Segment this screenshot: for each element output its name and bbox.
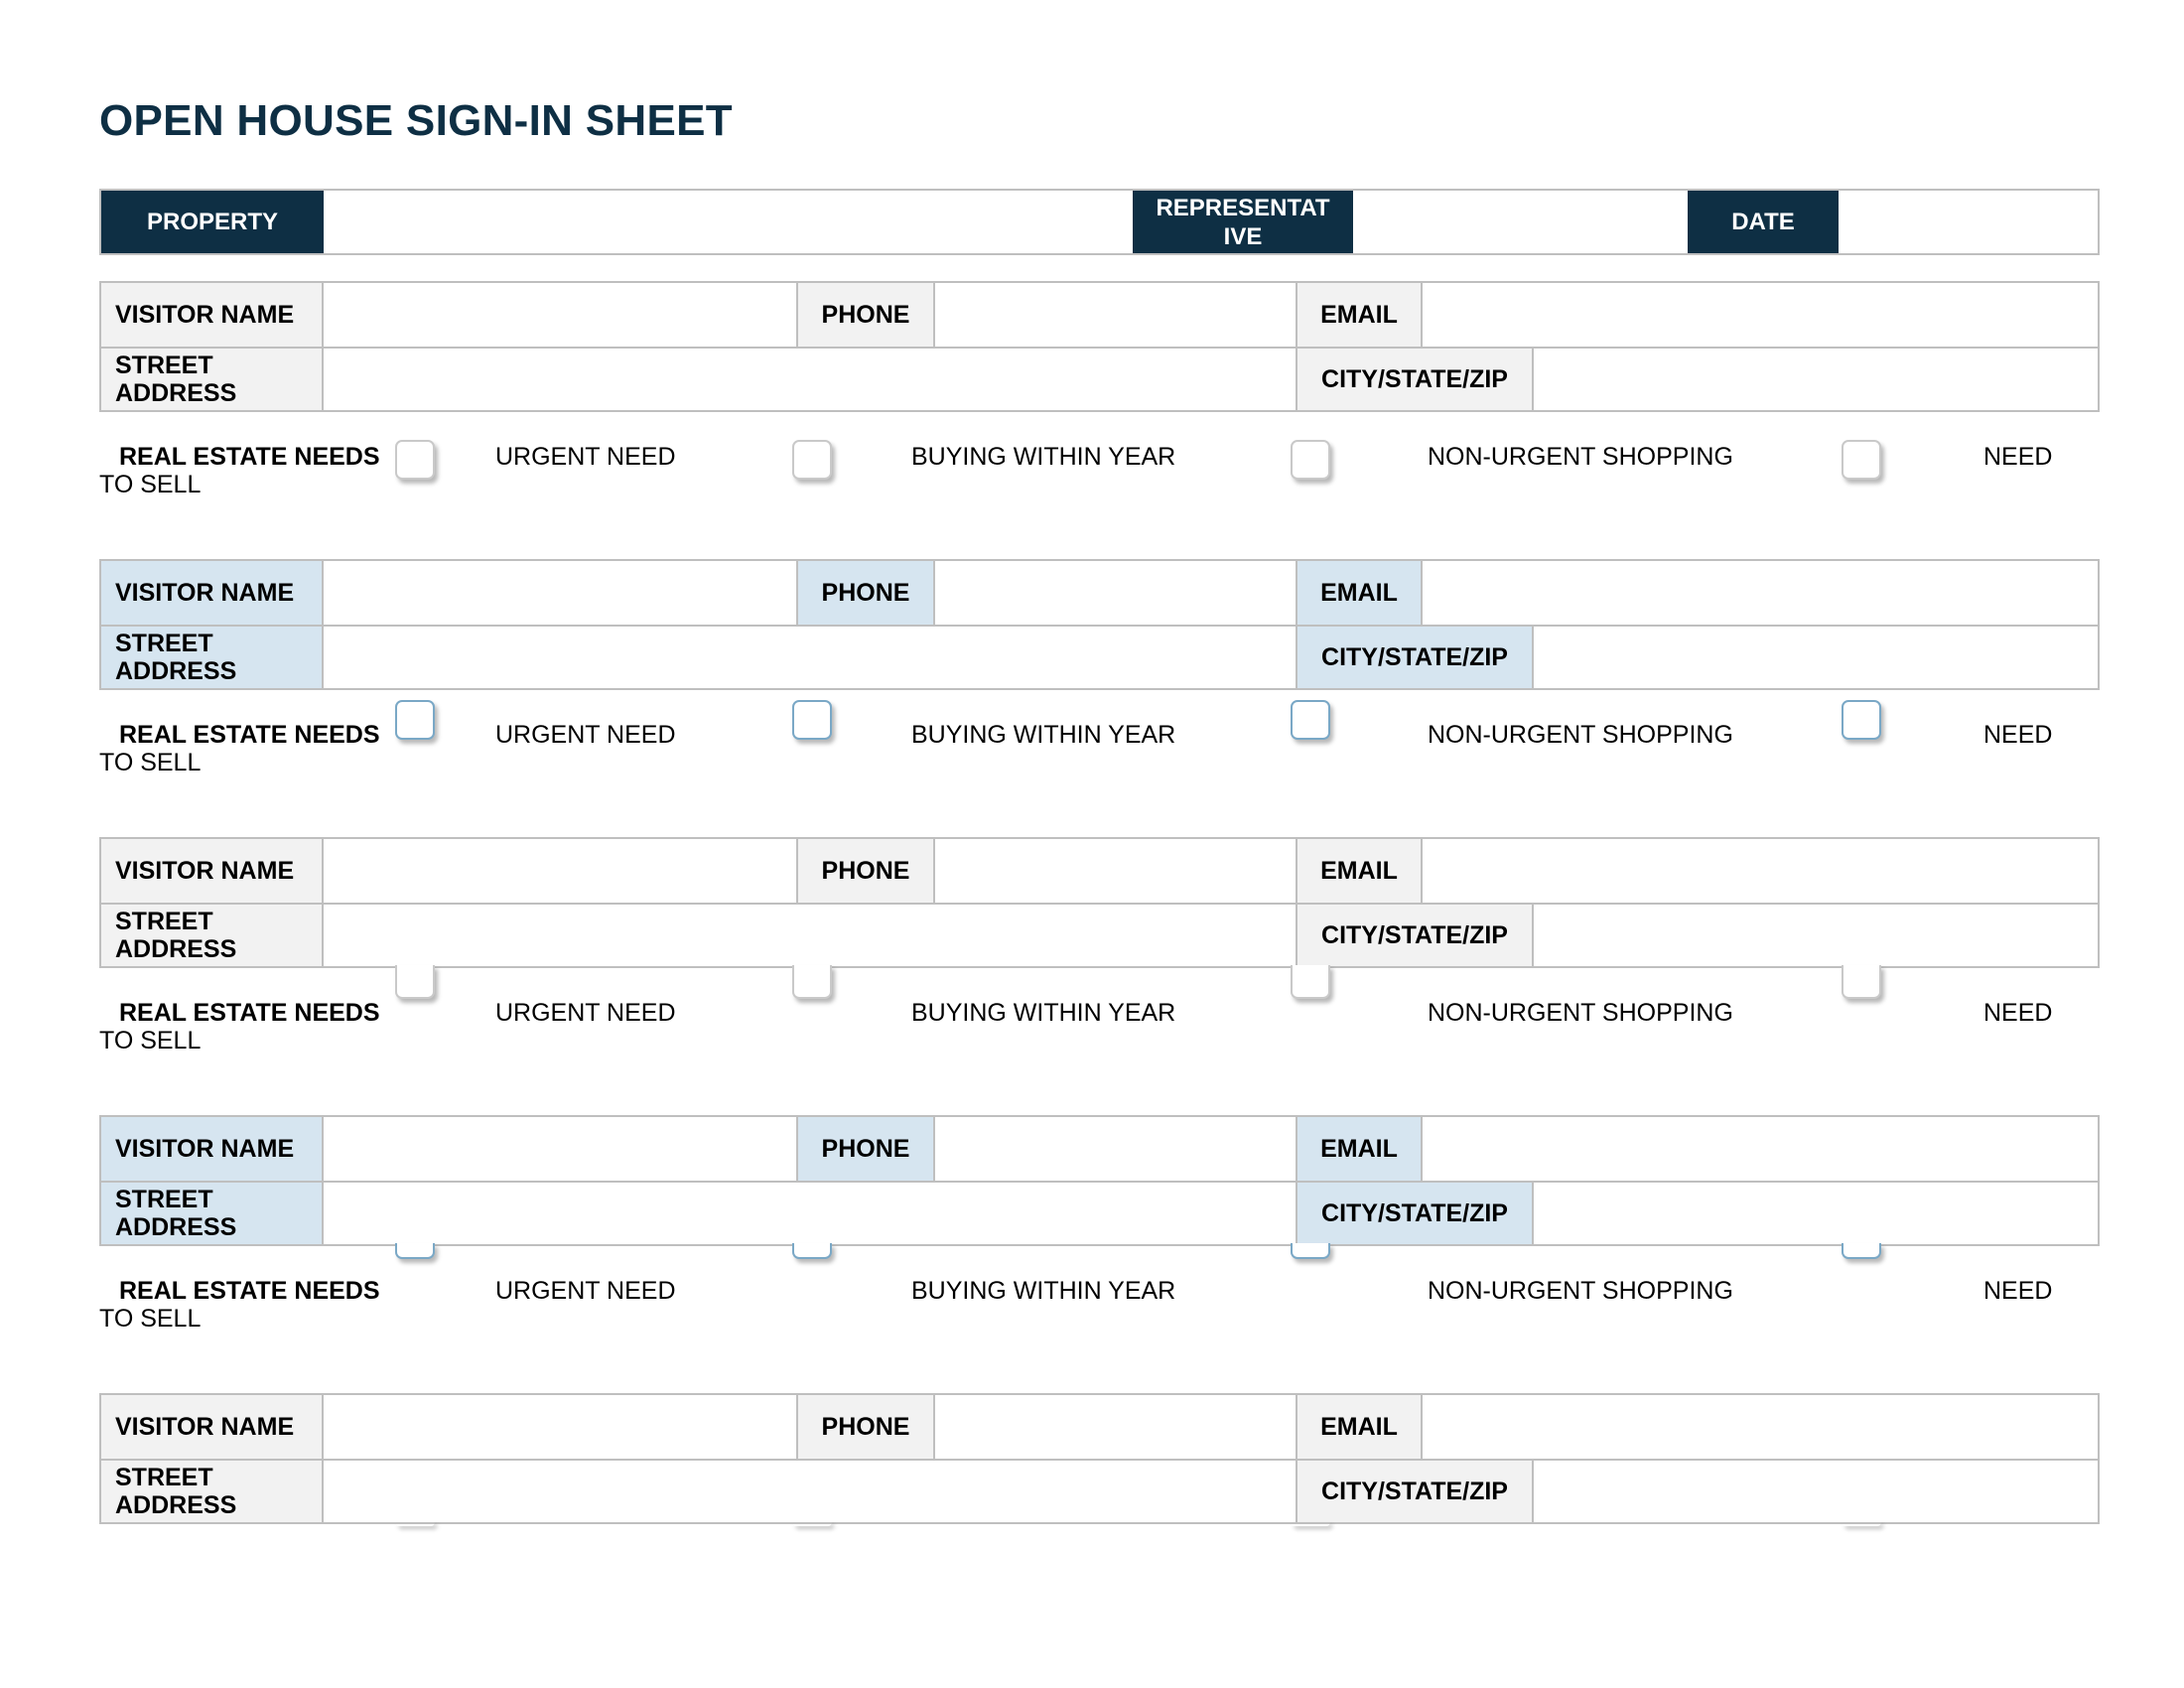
visitor-block-5 [99, 1393, 2100, 1524]
visitor-name-label: VISITOR NAME [101, 1117, 324, 1183]
to-sell-label: TO SELL [99, 471, 202, 498]
city-state-zip-field[interactable] [1534, 349, 2098, 410]
non-urgent-shopping-label: NON-URGENT SHOPPING [1428, 721, 1733, 749]
street-address-label [101, 627, 324, 688]
email-label: EMAIL [1297, 283, 1423, 349]
city-state-zip-field[interactable] [1534, 1183, 2098, 1244]
phone-label: PHONE [798, 839, 935, 905]
need-to-sell-checkbox[interactable] [1842, 700, 1881, 740]
street-address-field[interactable] [324, 349, 1297, 410]
buying-within-year-label: BUYING WITHIN YEAR [911, 721, 1176, 749]
real-estate-needs-label: REAL ESTATE NEEDS [119, 721, 380, 749]
visitor-name-field[interactable] [324, 1395, 798, 1461]
visitor-block-4 [99, 1115, 2100, 1246]
non-urgent-shopping-label: NON-URGENT SHOPPING [1428, 443, 1733, 471]
buying-within-year-label: BUYING WITHIN YEAR [911, 999, 1176, 1027]
visitor-name-label: VISITOR NAME [101, 283, 324, 349]
city-state-zip-field[interactable] [1534, 1461, 2098, 1522]
buying-within-year-checkbox[interactable] [792, 700, 832, 740]
representative-label-line1: REPRESENTAT [1156, 194, 1330, 221]
need-to-sell-checkbox[interactable] [1842, 440, 1881, 480]
visitor-name-label: VISITOR NAME [101, 1395, 324, 1461]
visitor-name-field[interactable] [324, 561, 798, 627]
visitor-name-label: VISITOR NAME [101, 839, 324, 905]
email-field[interactable] [1423, 839, 2098, 905]
city-state-zip-label: CITY/STATE/ZIP [1297, 905, 1534, 966]
visitor-block-2 [99, 559, 2100, 690]
phone-label: PHONE [798, 1395, 935, 1461]
street-label-line2: ADDRESS [115, 1491, 237, 1519]
phone-field[interactable] [935, 839, 1297, 905]
street-address-field[interactable] [324, 1183, 1297, 1244]
to-sell-label: TO SELL [99, 1027, 202, 1055]
non-urgent-shopping-checkbox[interactable] [1291, 1243, 1330, 1259]
page-title: OPEN HOUSE SIGN-IN SHEET [99, 96, 733, 145]
urgent-need-label: URGENT NEED [495, 443, 676, 471]
non-urgent-shopping-label: NON-URGENT SHOPPING [1428, 1277, 1733, 1305]
email-label: EMAIL [1297, 1117, 1423, 1183]
real-estate-needs-label: REAL ESTATE NEEDS [119, 1277, 380, 1305]
need-to-sell-label: NEED [1983, 999, 2053, 1027]
real-estate-needs-label: REAL ESTATE NEEDS [119, 999, 380, 1027]
real-estate-needs-row-4 [99, 1277, 2105, 1356]
hidden-checkbox-shadow [1291, 1522, 1330, 1526]
urgent-need-checkbox[interactable] [395, 700, 435, 740]
visitor-name-field[interactable] [324, 1117, 798, 1183]
street-address-field[interactable] [324, 905, 1297, 966]
email-label: EMAIL [1297, 561, 1423, 627]
property-header-table [99, 189, 2100, 255]
visitor-name-field[interactable] [324, 839, 798, 905]
email-field[interactable] [1423, 1117, 2098, 1183]
buying-within-year-checkbox[interactable] [792, 440, 832, 480]
street-label-line2: ADDRESS [115, 1213, 237, 1241]
city-state-zip-field[interactable] [1534, 905, 2098, 966]
property-label: PROPERTY [101, 191, 324, 253]
representative-label [1133, 191, 1353, 253]
street-label-line1: STREET [115, 1186, 213, 1213]
phone-field[interactable] [935, 1117, 1297, 1183]
phone-label: PHONE [798, 1117, 935, 1183]
street-address-label [101, 349, 324, 410]
city-state-zip-label: CITY/STATE/ZIP [1297, 1461, 1534, 1522]
real-estate-needs-row-3 [99, 999, 2105, 1078]
hidden-checkbox-shadow [792, 1522, 832, 1526]
email-field[interactable] [1423, 561, 2098, 627]
need-to-sell-label: NEED [1983, 721, 2053, 749]
email-field[interactable] [1423, 283, 2098, 349]
urgent-need-label: URGENT NEED [495, 721, 676, 749]
phone-label: PHONE [798, 561, 935, 627]
non-urgent-shopping-label: NON-URGENT SHOPPING [1428, 999, 1733, 1027]
need-to-sell-checkbox[interactable] [1842, 1243, 1881, 1259]
street-address-label [101, 1183, 324, 1244]
city-state-zip-label: CITY/STATE/ZIP [1297, 1183, 1534, 1244]
representative-label-line2: IVE [1223, 222, 1263, 250]
real-estate-needs-label: REAL ESTATE NEEDS [119, 443, 380, 471]
email-label: EMAIL [1297, 1395, 1423, 1461]
street-label-line2: ADDRESS [115, 657, 237, 685]
need-to-sell-label: NEED [1983, 443, 2053, 471]
visitor-block-3 [99, 837, 2100, 968]
street-label-line1: STREET [115, 630, 213, 657]
non-urgent-shopping-checkbox[interactable] [1291, 965, 1330, 999]
visitor-block-1 [99, 281, 2100, 412]
phone-field[interactable] [935, 1395, 1297, 1461]
visitor-name-label: VISITOR NAME [101, 561, 324, 627]
urgent-need-checkbox[interactable] [395, 965, 435, 999]
email-field[interactable] [1423, 1395, 2098, 1461]
urgent-need-label: URGENT NEED [495, 1277, 676, 1305]
representative-field[interactable] [1353, 191, 1688, 253]
buying-within-year-label: BUYING WITHIN YEAR [911, 1277, 1176, 1305]
to-sell-label: TO SELL [99, 749, 202, 776]
street-label-line1: STREET [115, 352, 213, 379]
phone-field[interactable] [935, 561, 1297, 627]
non-urgent-shopping-checkbox[interactable] [1291, 700, 1330, 740]
need-to-sell-label: NEED [1983, 1277, 2053, 1305]
street-label-line1: STREET [115, 908, 213, 935]
city-state-zip-field[interactable] [1534, 627, 2098, 688]
hidden-checkbox-shadow [395, 1522, 435, 1526]
buying-within-year-label: BUYING WITHIN YEAR [911, 443, 1176, 471]
date-label: DATE [1688, 191, 1839, 253]
phone-label: PHONE [798, 283, 935, 349]
hidden-checkbox-shadow [1842, 1522, 1881, 1526]
street-label-line2: ADDRESS [115, 379, 237, 407]
to-sell-label: TO SELL [99, 1305, 202, 1333]
email-label: EMAIL [1297, 839, 1423, 905]
non-urgent-shopping-checkbox[interactable] [1291, 440, 1330, 480]
city-state-zip-label: CITY/STATE/ZIP [1297, 627, 1534, 688]
phone-field[interactable] [935, 283, 1297, 349]
urgent-need-checkbox[interactable] [395, 1243, 435, 1259]
buying-within-year-checkbox[interactable] [792, 965, 832, 999]
street-label-line1: STREET [115, 1464, 213, 1491]
visitor-name-field[interactable] [324, 283, 798, 349]
date-field[interactable] [1839, 191, 2098, 253]
property-field[interactable] [324, 191, 1133, 253]
street-address-label [101, 1461, 324, 1522]
urgent-need-checkbox[interactable] [395, 440, 435, 480]
urgent-need-label: URGENT NEED [495, 999, 676, 1027]
street-label-line2: ADDRESS [115, 935, 237, 963]
need-to-sell-checkbox[interactable] [1842, 965, 1881, 999]
street-address-label [101, 905, 324, 966]
street-address-field[interactable] [324, 627, 1297, 688]
street-address-field[interactable] [324, 1461, 1297, 1522]
buying-within-year-checkbox[interactable] [792, 1243, 832, 1259]
city-state-zip-label: CITY/STATE/ZIP [1297, 349, 1534, 410]
